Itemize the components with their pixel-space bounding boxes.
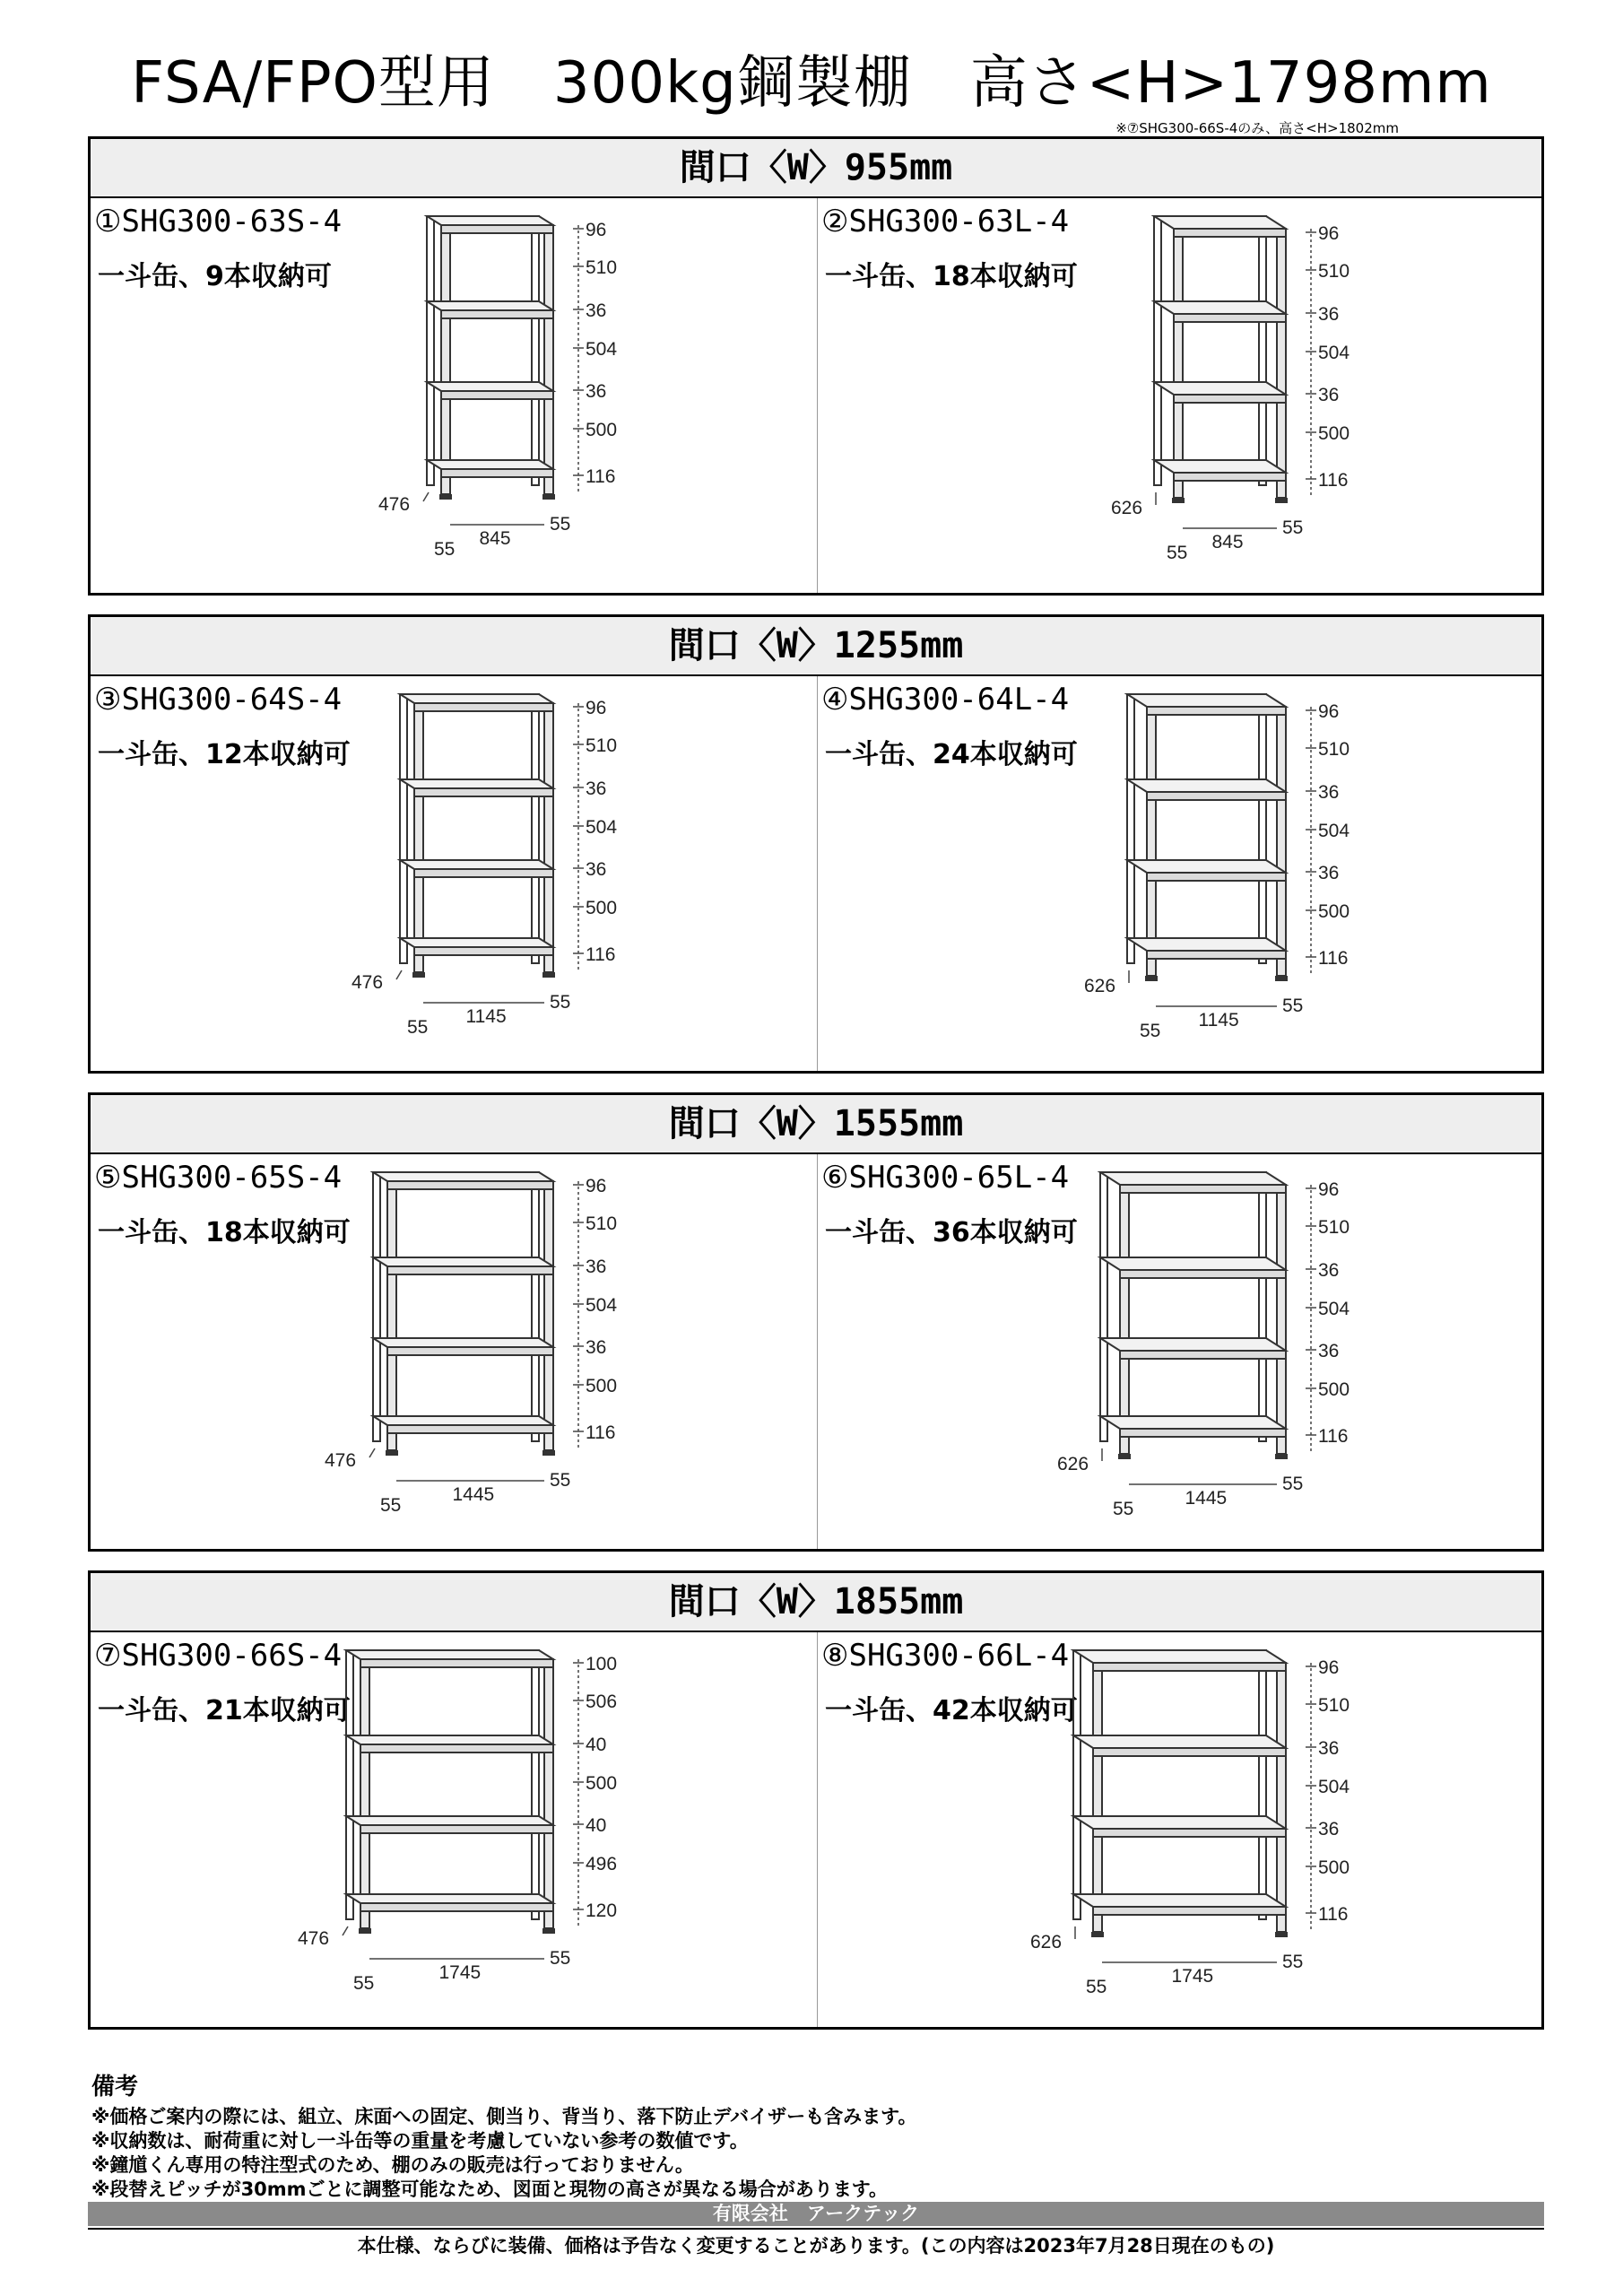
foot — [1275, 1932, 1288, 1937]
section-3 — [88, 1092, 1544, 1552]
back-post — [1259, 216, 1266, 485]
height-dimension: 100 — [586, 1654, 618, 1674]
shelf-board — [373, 1257, 553, 1266]
height-dimension: 96 — [586, 220, 607, 240]
height-dimension: 504 — [1318, 1299, 1350, 1319]
side-dimension-right: 55 — [1282, 517, 1304, 538]
section-2 — [88, 614, 1544, 1074]
depth-dimension: 626 — [1030, 1932, 1063, 1952]
height-dimension: 96 — [1318, 1179, 1340, 1200]
shelf-diagram — [1030, 1641, 1419, 2018]
foot — [1275, 498, 1288, 503]
height-dimension: 510 — [586, 1213, 618, 1234]
height-dimension: 96 — [586, 1176, 607, 1196]
shelf-beam — [1093, 1748, 1286, 1756]
shelf-drawing — [325, 1172, 617, 1516]
shelf-beam — [360, 1903, 553, 1911]
shelf-beam — [1093, 1829, 1286, 1837]
front-post — [1277, 229, 1286, 498]
height-dimension: 96 — [1318, 701, 1340, 722]
product-cell — [91, 1154, 817, 1549]
height-dimension: 40 — [586, 1735, 607, 1755]
depth-dimension: 476 — [298, 1928, 330, 1949]
foot — [359, 1928, 371, 1934]
section-header: 間口〈W〉1855mm — [91, 1573, 1541, 1632]
back-post — [532, 1172, 539, 1441]
shelf-beam — [1147, 707, 1286, 715]
height-dimension: 500 — [1318, 901, 1350, 922]
section-body — [91, 1154, 1541, 1549]
shelf-beam — [1093, 1907, 1286, 1915]
height-dimension: 500 — [586, 420, 618, 440]
shelf-board — [427, 216, 553, 225]
height-dimension: 36 — [1318, 1819, 1340, 1839]
model-number: ④SHG300-64L-4 — [821, 682, 1070, 718]
shelf-board — [1073, 1894, 1286, 1907]
width-dimension: 1145 — [1198, 1010, 1239, 1031]
depth-dimension: 626 — [1057, 1454, 1089, 1474]
front-post — [1093, 1663, 1102, 1932]
height-dimension: 504 — [586, 339, 618, 360]
shelf-diagram — [1111, 207, 1419, 584]
width-dimension: 1145 — [465, 1006, 507, 1027]
depth-dimension: 476 — [352, 972, 384, 993]
side-dimension-left: 55 — [380, 1495, 402, 1516]
shelf-board — [373, 1416, 553, 1425]
shelf-board — [427, 460, 553, 469]
shelf-board — [1154, 301, 1286, 314]
shelf-beam — [1120, 1185, 1286, 1193]
height-dimension: 500 — [1318, 423, 1350, 444]
capacity-label: 一斗缶、21本収納可 — [98, 1695, 351, 1726]
front-post — [441, 225, 450, 494]
side-dimension-right: 55 — [1282, 996, 1304, 1016]
front-post — [544, 225, 553, 494]
shelf-board — [1100, 1172, 1286, 1185]
foot — [1091, 1932, 1104, 1937]
height-dimension: 96 — [1318, 223, 1340, 244]
height-dimension: 510 — [586, 735, 618, 756]
back-post — [1073, 1650, 1081, 1919]
shelf-board — [1127, 694, 1286, 707]
section-header: 間口〈W〉955mm — [91, 139, 1541, 198]
shelf-beam — [1174, 395, 1286, 403]
height-dimension: 510 — [1318, 261, 1350, 282]
shelf-beam — [414, 869, 553, 877]
dimension-line — [369, 1448, 375, 1457]
height-dimension: 36 — [1318, 1738, 1340, 1759]
product-cell — [91, 1632, 817, 2027]
front-post — [1120, 1185, 1129, 1454]
height-dimension: 36 — [586, 381, 607, 402]
shelf-board — [1073, 1650, 1286, 1663]
back-post — [1259, 1650, 1266, 1919]
height-dimension: 36 — [586, 778, 607, 799]
height-dimension: 36 — [586, 859, 607, 880]
height-dimension: 510 — [1318, 1695, 1350, 1716]
shelf-diagram — [378, 207, 691, 584]
height-dimension: 36 — [1318, 1260, 1340, 1281]
product-cell — [818, 198, 1544, 593]
company-bar: 有限会社 アークテック — [88, 2202, 1544, 2226]
depth-dimension: 476 — [378, 494, 411, 515]
side-dimension-right: 55 — [550, 1470, 571, 1491]
capacity-label: 一斗缶、18本収納可 — [825, 261, 1078, 292]
foot — [542, 1928, 555, 1934]
shelf-drawing — [352, 694, 617, 1038]
shelf-board — [427, 382, 553, 391]
height-dimension: 504 — [1318, 1777, 1350, 1797]
shelf-beam — [441, 391, 553, 399]
capacity-label: 一斗缶、42本収納可 — [825, 1695, 1078, 1726]
remark-line: ※価格ご案内の際には、組立、床面への固定、側当り、背当り、落下防止デバイザーも含みます。 — [91, 2106, 917, 2127]
side-dimension-left: 55 — [407, 1017, 429, 1038]
height-dimension: 96 — [1318, 1657, 1340, 1678]
section-4 — [88, 1570, 1544, 2030]
side-dimension-left: 55 — [1167, 543, 1188, 563]
foot — [1275, 1454, 1288, 1459]
height-dimension: 500 — [1318, 1857, 1350, 1878]
height-dimension: 506 — [586, 1692, 618, 1712]
foot — [1172, 498, 1185, 503]
foot — [439, 494, 452, 500]
height-dimension: 510 — [1318, 1217, 1350, 1238]
page-title: FSA/FPO型用 300kg鋼製棚 高さ<H>1798mm — [131, 50, 1492, 117]
foot — [1145, 976, 1158, 981]
remark-line: ※収納数は、耐荷重に対し一斗缶等の重量を考慮していない参考の数値です。 — [91, 2130, 749, 2152]
shelf-drawing — [1111, 216, 1350, 563]
height-dimension: 36 — [586, 300, 607, 321]
shelf-board — [400, 779, 553, 788]
width-dimension: 845 — [479, 528, 511, 549]
height-dimension: 36 — [586, 1337, 607, 1358]
height-dimension: 116 — [586, 1422, 616, 1443]
shelf-beam — [1093, 1663, 1286, 1671]
depth-dimension: 476 — [325, 1450, 357, 1471]
back-post — [427, 216, 434, 485]
section-body — [91, 676, 1541, 1071]
shelf-board — [373, 1172, 553, 1181]
foot — [412, 972, 425, 978]
shelf-beam — [1147, 792, 1286, 800]
height-dimension: 36 — [1318, 385, 1340, 405]
height-dimension: 116 — [586, 944, 616, 965]
shelf-board — [1100, 1416, 1286, 1429]
foot — [386, 1450, 398, 1456]
back-post — [532, 694, 539, 963]
shelf-board — [1100, 1257, 1286, 1270]
section-header: 間口〈W〉1555mm — [91, 1095, 1541, 1154]
model-number: ③SHG300-64S-4 — [94, 682, 343, 718]
shelf-beam — [387, 1266, 553, 1274]
shelf-drawing — [378, 216, 617, 560]
model-number: ②SHG300-63L-4 — [821, 204, 1070, 239]
front-post — [1147, 707, 1156, 976]
height-dimension: 116 — [1318, 470, 1349, 491]
shelf-diagram — [298, 1641, 691, 2018]
height-dimension: 510 — [1318, 739, 1350, 760]
back-post — [373, 1172, 380, 1441]
height-dimension: 116 — [1318, 1426, 1349, 1447]
foot — [542, 1450, 555, 1456]
height-dimension: 36 — [1318, 1341, 1340, 1361]
height-dimension: 116 — [586, 466, 616, 487]
back-post — [532, 216, 539, 485]
product-cell — [91, 198, 817, 593]
shelf-board — [400, 694, 553, 703]
model-number: ⑧SHG300-66L-4 — [821, 1638, 1070, 1674]
shelf-beam — [441, 225, 553, 233]
back-post — [400, 694, 407, 963]
foot — [1275, 976, 1288, 981]
side-dimension-right: 55 — [550, 1948, 571, 1969]
back-post — [1259, 1172, 1266, 1441]
height-dimension: 504 — [1318, 821, 1350, 841]
foot — [1118, 1454, 1131, 1459]
side-dimension-left: 55 — [1086, 1977, 1107, 1997]
model-number: ①SHG300-63S-4 — [94, 204, 343, 239]
shelf-board — [346, 1894, 553, 1903]
shelf-board — [400, 860, 553, 869]
height-dimension: 496 — [586, 1854, 618, 1874]
front-post — [544, 1659, 553, 1928]
section-body — [91, 198, 1541, 593]
title-note: ※⑦SHG300-66S-4のみ、高さ<H>1802mm — [1115, 120, 1399, 136]
height-dimension: 36 — [586, 1257, 607, 1277]
front-post — [360, 1659, 369, 1928]
remark-line: ※鐘馗くん専用の特注型式のため、棚のみの販売は行っておりません。 — [91, 2154, 694, 2176]
shelf-beam — [1147, 951, 1286, 959]
shelf-drawing — [298, 1650, 617, 1994]
product-cell — [818, 1154, 1544, 1549]
height-dimension: 120 — [586, 1900, 618, 1921]
shelf-beam — [387, 1181, 553, 1189]
width-dimension: 1745 — [1171, 1966, 1214, 1987]
front-post — [1277, 1663, 1286, 1932]
shelf-board — [346, 1816, 553, 1825]
shelf-drawing — [1057, 1172, 1350, 1519]
height-dimension: 116 — [1318, 1904, 1349, 1925]
height-dimension: 116 — [1318, 948, 1349, 969]
height-dimension: 500 — [586, 1376, 618, 1396]
capacity-label: 一斗缶、18本収納可 — [98, 1217, 351, 1248]
model-number: ⑦SHG300-66S-4 — [94, 1638, 343, 1674]
side-dimension-right: 55 — [1282, 1952, 1304, 1972]
height-dimension: 36 — [1318, 863, 1340, 883]
side-dimension-left: 55 — [353, 1973, 375, 1994]
height-dimension: 504 — [586, 1295, 618, 1316]
shelf-beam — [441, 469, 553, 477]
height-dimension: 510 — [586, 257, 618, 278]
width-dimension: 1445 — [1185, 1488, 1228, 1509]
back-post — [1259, 694, 1266, 963]
side-dimension-right: 55 — [550, 992, 571, 1013]
height-dimension: 96 — [586, 698, 607, 718]
height-dimension: 504 — [1318, 343, 1350, 363]
section-header: 間口〈W〉1255mm — [91, 617, 1541, 676]
shelf-drawing — [1030, 1650, 1350, 1997]
shelf-beam — [360, 1659, 553, 1667]
shelf-beam — [360, 1744, 553, 1752]
dimension-line — [396, 970, 402, 979]
shelf-beam — [414, 947, 553, 955]
front-post — [544, 703, 553, 972]
shelf-diagram — [1057, 1163, 1419, 1540]
foot — [542, 494, 555, 500]
model-number: ⑤SHG300-65S-4 — [94, 1160, 343, 1196]
shelf-board — [373, 1338, 553, 1347]
side-dimension-left: 55 — [1113, 1499, 1134, 1519]
remark-line: ※段替えピッチが30mmごとに調整可能なため、図面と現物の高さが異なる場合があります。 — [91, 2179, 889, 2200]
shelf-board — [1154, 216, 1286, 229]
back-post — [532, 1650, 539, 1919]
front-post — [387, 1181, 396, 1450]
shelf-board — [427, 301, 553, 310]
height-dimension: 36 — [1318, 782, 1340, 803]
dimension-line — [423, 492, 429, 501]
side-dimension-right: 55 — [1282, 1474, 1304, 1494]
dimension-line — [343, 1926, 348, 1935]
width-dimension: 1745 — [438, 1962, 482, 1983]
shelf-beam — [1174, 473, 1286, 481]
shelf-board — [1127, 779, 1286, 792]
shelf-beam — [387, 1347, 553, 1355]
depth-dimension: 626 — [1111, 498, 1143, 518]
footer-note: 本仕様、ならびに装備、価格は予告なく変更することがあります。(この内容は2023年7月28日現在のもの) — [357, 2235, 1275, 2257]
front-post — [1277, 707, 1286, 976]
front-post — [544, 1181, 553, 1450]
shelf-diagram — [352, 685, 691, 1062]
front-post — [414, 703, 423, 972]
side-dimension-left: 55 — [1140, 1021, 1161, 1041]
shelf-beam — [1120, 1270, 1286, 1278]
shelf-board — [1154, 382, 1286, 395]
section-1 — [88, 136, 1544, 596]
back-post — [1127, 694, 1134, 963]
section-body — [91, 1632, 1541, 2027]
foot — [542, 972, 555, 978]
height-dimension: 504 — [586, 817, 618, 838]
shelf-board — [1073, 1735, 1286, 1748]
product-cell — [91, 676, 817, 1071]
footer-divider — [88, 2228, 1544, 2230]
front-post — [1277, 1185, 1286, 1454]
shelf-diagram — [325, 1163, 691, 1540]
height-dimension: 500 — [586, 898, 618, 918]
shelf-board — [400, 938, 553, 947]
shelf-beam — [1174, 314, 1286, 322]
shelf-diagram — [1084, 685, 1419, 1062]
remarks — [91, 2068, 1544, 2202]
height-dimension: 36 — [1318, 304, 1340, 325]
back-post — [1100, 1172, 1107, 1441]
capacity-label: 一斗缶、36本収納可 — [825, 1217, 1078, 1248]
side-dimension-right: 55 — [550, 514, 571, 535]
back-post — [346, 1650, 353, 1919]
shelf-drawing — [1084, 694, 1350, 1041]
back-post — [1154, 216, 1161, 485]
height-dimension: 500 — [1318, 1379, 1350, 1400]
shelf-board — [1100, 1338, 1286, 1351]
front-post — [1174, 229, 1183, 498]
shelf-board — [1127, 860, 1286, 873]
remarks-title: 備考 — [91, 2074, 139, 2100]
shelf-beam — [414, 703, 553, 711]
shelf-board — [1154, 460, 1286, 473]
model-number: ⑥SHG300-65L-4 — [821, 1160, 1070, 1196]
capacity-label: 一斗缶、9本収納可 — [98, 261, 332, 292]
capacity-label: 一斗缶、24本収納可 — [825, 739, 1078, 770]
width-dimension: 1445 — [452, 1484, 495, 1505]
shelf-board — [346, 1735, 553, 1744]
side-dimension-left: 55 — [434, 539, 456, 560]
shelf-beam — [1174, 229, 1286, 237]
shelf-beam — [1120, 1351, 1286, 1359]
shelf-board — [346, 1650, 553, 1659]
shelf-board — [1127, 938, 1286, 951]
shelf-beam — [1120, 1429, 1286, 1437]
shelf-beam — [1147, 873, 1286, 881]
height-dimension: 500 — [586, 1773, 618, 1794]
shelf-beam — [360, 1825, 553, 1833]
height-dimension: 40 — [586, 1815, 607, 1836]
shelf-beam — [414, 788, 553, 796]
shelf-board — [1073, 1816, 1286, 1829]
width-dimension: 845 — [1211, 532, 1244, 552]
shelf-beam — [387, 1425, 553, 1433]
shelf-beam — [441, 310, 553, 318]
capacity-label: 一斗缶、12本収納可 — [98, 739, 351, 770]
product-cell — [818, 676, 1544, 1071]
depth-dimension: 626 — [1084, 976, 1116, 996]
product-cell — [818, 1632, 1544, 2027]
